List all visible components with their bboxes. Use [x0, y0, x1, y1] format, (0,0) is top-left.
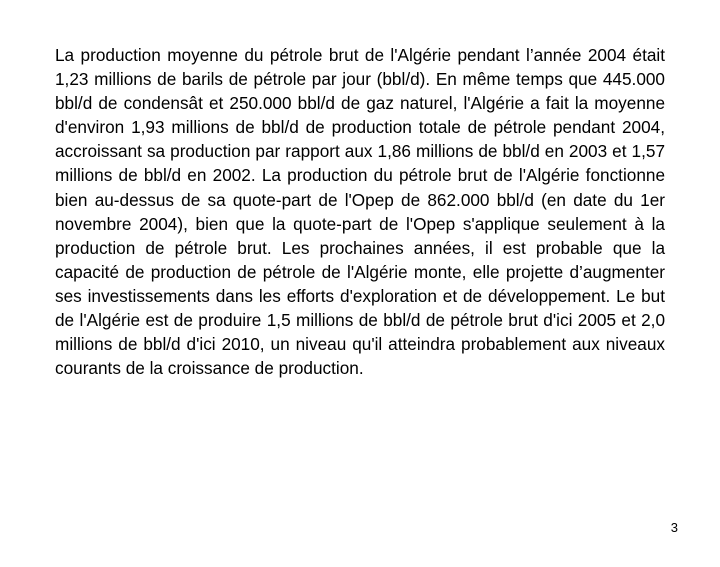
body-paragraph: La production moyenne du pétrole brut de l'Algérie pendant l’année 2004 était 1,23 millions de barils de pétrole par jour (bbl/d). En même temps que 445.000 bbl/d de condensât et 250.000 bbl/d de gaz naturel, l'Algérie a fait la moyenne d'environ 1,93 millions de bbl/d de production totale de pétrole pendant 2004, accroissant sa production par rapport aux 1,86 millions de bbl/d en 2003 et 1,57 millions de bbl/d en 2002. La production du pétrole brut de l'Algérie fonctionne bien au-dessus de sa quote-part de l'Opep de 862.000 bbl/d (en date du 1er novembre 2004), bien que la quote-part de l'Opep s'applique seulement à la production de pétrole brut. Les prochaines années, il est probable que la capacité de production de pétrole de l'Algérie monte, elle projette d’augmenter ses investissements dans les efforts d'exploration et de développement. Le but de l'Algérie est de produire 1,5 millions de bbl/d de pétrole brut d'ici 2005 et 2,0 millions de bbl/d d'ici 2010, un niveau qu'il atteindra probablement aux niveaux courants de la croissance de production. — [55, 45, 665, 379]
page-number: 3 — [670, 520, 678, 535]
